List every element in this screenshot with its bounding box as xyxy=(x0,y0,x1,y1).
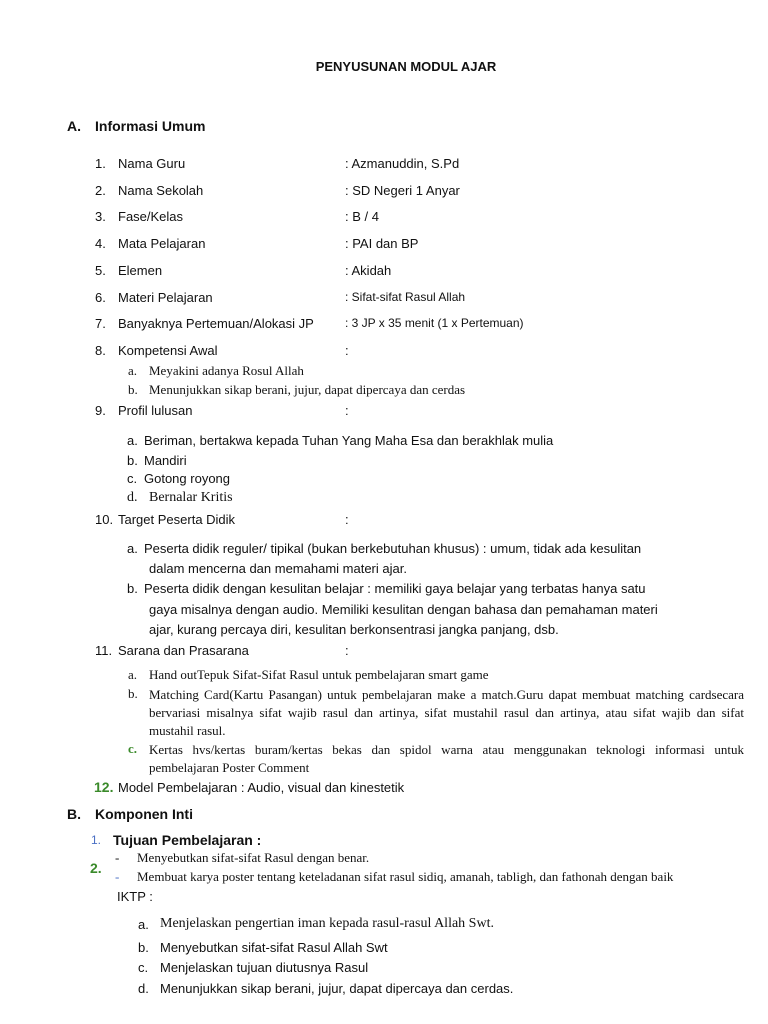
list-item: Beriman, bertakwa kepada Tuhan Yang Maha Esa dan berakhlak mulia xyxy=(144,433,554,448)
section-a-letter: A. xyxy=(67,118,81,134)
info-num: 5. xyxy=(95,263,106,278)
info-num: 9. xyxy=(95,403,106,418)
list-item: Menunjukkan sikap berani, jujur, dapat dipercaya dan cerdas xyxy=(149,382,466,397)
list-letter: a. xyxy=(127,433,138,448)
list-item-line: dalam mencerna dan memahami materi ajar. xyxy=(149,561,407,576)
info-value: : xyxy=(345,512,349,527)
info-label: Materi Pelajaran xyxy=(118,290,213,305)
section-b-letter: B. xyxy=(67,806,81,822)
info-num: 10. xyxy=(95,512,114,527)
list-letter: b. xyxy=(128,382,138,397)
info-num: 11. xyxy=(95,643,113,658)
list-item-line: ajar, kurang percaya diri, kesulitan berkonsentrasi jangka panjang, dsb. xyxy=(149,622,559,637)
list-letter: d. xyxy=(127,490,138,505)
info-label: Kompetensi Awal xyxy=(118,343,218,358)
list-letter: c. xyxy=(138,960,149,975)
model-num: 12. xyxy=(94,779,114,795)
info-value: : SD Negeri 1 Anyar xyxy=(345,183,460,198)
list-item: Gotong royong xyxy=(144,471,231,486)
iktp-label: IKTP : xyxy=(117,889,153,904)
info-label: Sarana dan Prasarana xyxy=(118,643,249,658)
list-letter: b. xyxy=(128,686,138,701)
info-value: : Akidah xyxy=(345,263,392,278)
info-num: 3. xyxy=(95,209,106,224)
list-item: Menjelaskan pengertian iman kepada rasul-rasul Allah Swt. xyxy=(160,916,494,931)
list-item: Membuat karya poster tentang keteladanan sifat rasul sidiq, amanah, tabligh, dan fathonah dengan baik xyxy=(137,869,674,884)
tujuan-num: 1. xyxy=(91,833,102,847)
info-label: Elemen xyxy=(118,263,163,278)
info-value: : xyxy=(345,403,349,418)
list-letter: c. xyxy=(128,741,138,756)
list-item: Menyebutkan sifat-sifat Rasul Allah Swt xyxy=(160,940,388,955)
list-item-line: Peserta didik reguler/ tipikal (bukan berkebutuhan khusus) : umum, tidak ada kesulitan xyxy=(144,541,642,556)
info-num: 4. xyxy=(95,236,106,251)
info-value: : xyxy=(345,643,349,658)
model-text: Model Pembelajaran : Audio, visual dan kinestetik xyxy=(118,780,405,795)
section-b-title: Komponen Inti xyxy=(95,806,193,822)
list-letter: a. xyxy=(128,363,138,378)
list-item: Menunjukkan sikap berani, jujur, dapat dipercaya dan cerdas. xyxy=(160,981,514,996)
page-title: PENYUSUNAN MODUL AJAR xyxy=(315,59,497,74)
list-letter: b. xyxy=(127,581,138,596)
list-letter: a. xyxy=(128,667,138,682)
info-value: : 3 JP x 35 menit (1 x Pertemuan) xyxy=(345,316,524,330)
info-value: : Azmanuddin, S.Pd xyxy=(345,156,460,171)
list-letter: a. xyxy=(127,541,138,556)
list-item: Hand outTepuk Sifat-Sifat Rasul untuk pembelajaran smart game xyxy=(149,667,489,682)
info-label: Nama Sekolah xyxy=(118,183,204,198)
list-item-line: Peserta didik dengan kesulitan belajar : memiliki gaya belajar yang terbatas hanya satu xyxy=(144,581,646,596)
info-label: Target Peserta Didik xyxy=(118,512,236,527)
list-letter: b. xyxy=(138,940,149,955)
info-num: 7. xyxy=(95,316,106,331)
info-label: Fase/Kelas xyxy=(118,209,184,224)
info-num: 6. xyxy=(95,290,106,305)
info-label: Banyaknya Pertemuan/Alokasi JP xyxy=(118,316,314,331)
list-item: Mandiri xyxy=(144,453,187,468)
bullet: - xyxy=(115,850,120,865)
info-value: : PAI dan BP xyxy=(345,236,419,251)
list-letter: b. xyxy=(127,453,138,468)
info-num: 1. xyxy=(95,156,106,171)
info-num: 2. xyxy=(95,183,106,198)
list-item: Matching Card(Kartu Pasangan) untuk pembelajaran make a match.Guru dapat membuat matching cardsecara bervariasi misalnya sifat wajib rasul dan artinya, sifat mustahil rasul dan artinya, atau sifat wajib dan sifat mustahil rasul. xyxy=(149,687,744,738)
list-letter: d. xyxy=(138,981,149,996)
list-item: Menjelaskan tujuan diutusnya Rasul xyxy=(160,960,369,975)
info-label: Mata Pelajaran xyxy=(118,236,206,251)
tujuan-label: Tujuan Pembelajaran : xyxy=(113,832,262,848)
iktp-num: 2. xyxy=(90,860,102,876)
list-item: Bernalar Kritis xyxy=(149,490,233,505)
info-label: Nama Guru xyxy=(118,156,186,171)
section-a-title: Informasi Umum xyxy=(95,118,206,134)
info-value: : xyxy=(345,343,349,358)
bullet: - xyxy=(115,869,120,884)
info-label: Profil lulusan xyxy=(118,403,193,418)
list-item: Menyebutkan sifat-sifat Rasul dengan benar. xyxy=(137,850,370,865)
list-item: Meyakini adanya Rosul Allah xyxy=(149,363,304,378)
info-value: : B / 4 xyxy=(345,209,379,224)
list-item: Kertas hvs/kertas buram/kertas bekas dan spidol warna atau menggunakan teknologi informasi untuk pembelajaran Poster Comment xyxy=(149,742,744,775)
info-num: 8. xyxy=(95,343,106,358)
list-letter: c. xyxy=(127,471,138,486)
list-letter: a. xyxy=(138,917,149,932)
list-item-line: gaya misalnya dengan audio. Memiliki kesulitan dengan bahasa dan pemahaman materi xyxy=(149,602,658,617)
info-value: : Sifat-sifat Rasul Allah xyxy=(345,290,466,304)
